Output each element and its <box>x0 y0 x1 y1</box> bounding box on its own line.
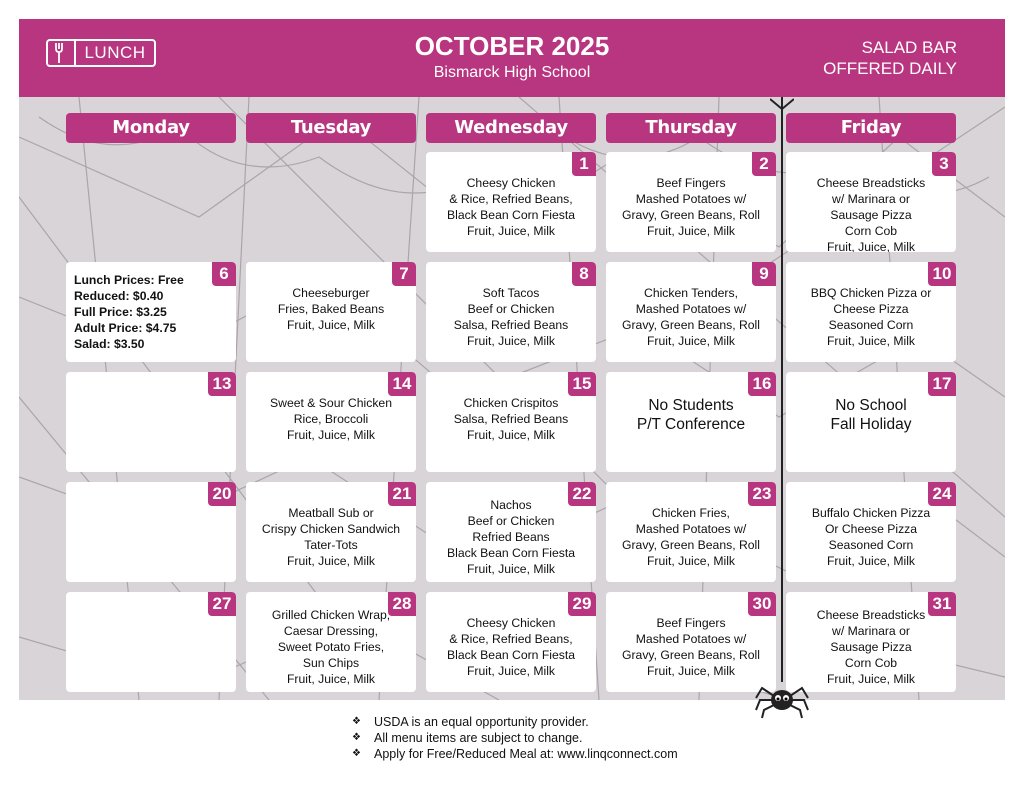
day-cell-13 <box>66 372 236 472</box>
day-cell-20 <box>66 482 236 582</box>
lunch-prices <box>74 272 236 352</box>
menu-line: Beef Fingers <box>656 176 726 190</box>
day-number: 8 <box>572 262 596 286</box>
salad-line-2: OFFERED DAILY <box>823 59 957 78</box>
menu-line: Mashed Potatoes w/ <box>635 522 747 536</box>
menu-line: Cheese Breadsticks <box>816 608 926 622</box>
menu-line: Beef or Chicken <box>467 514 555 528</box>
menu-text <box>246 285 416 333</box>
menu-line: No School <box>835 397 907 414</box>
menu-line: Black Bean Corn Fiesta <box>446 546 576 560</box>
menu-line: Chicken Crispitos <box>463 396 559 410</box>
menu-line: Fruit, Juice, Milk <box>466 664 556 678</box>
day-number: 24 <box>928 482 956 506</box>
menu-line: Chicken Tenders, <box>644 286 738 300</box>
menu-line: Lunch Prices: Free <box>74 273 184 287</box>
menu-line: Grilled Chicken Wrap, <box>271 608 391 622</box>
menu-text <box>606 175 776 239</box>
day-cell-29 <box>426 592 596 692</box>
day-number: 9 <box>752 262 776 286</box>
day-number: 31 <box>928 592 956 616</box>
day-cell-16 <box>606 372 776 472</box>
menu-line: Mashed Potatoes w/ <box>635 632 747 646</box>
menu-text <box>606 396 776 434</box>
menu-line: & Rice, Refried Beans, <box>449 192 573 206</box>
menu-line: Sun Chips <box>302 656 360 670</box>
menu-line: Nachos <box>490 498 532 512</box>
menu-line: Fruit, Juice, Milk <box>646 664 736 678</box>
footer-note <box>352 746 678 762</box>
menu-line: Sweet & Sour Chicken <box>270 396 392 410</box>
day-cell-22 <box>426 482 596 582</box>
menu-line: Salsa, Refried Beans <box>453 412 569 426</box>
menu-text <box>606 505 776 569</box>
menu-line: Fruit, Juice, Milk <box>286 428 376 442</box>
menu-line: Fruit, Juice, Milk <box>826 672 916 686</box>
day-cell-17 <box>786 372 956 472</box>
day-cell-30 <box>606 592 776 692</box>
menu-line: Crispy Chicken Sandwich <box>261 522 401 536</box>
day-number: 20 <box>208 482 236 506</box>
menu-line: Salad: $3.50 <box>74 337 145 351</box>
menu-line: P/T Conference <box>636 416 746 433</box>
menu-line: & Rice, Refried Beans, <box>449 632 573 646</box>
day-number: 27 <box>208 592 236 616</box>
menu-line: Fruit, Juice, Milk <box>286 672 376 686</box>
diamond-bullet-icon: ❖ <box>352 748 361 759</box>
menu-line: Gravy, Green Beans, Roll <box>622 648 760 662</box>
day-number: 13 <box>208 372 236 396</box>
day-cell-9 <box>606 262 776 362</box>
menu-line: Gravy, Green Beans, Roll <box>622 538 760 552</box>
menu-text <box>426 285 596 349</box>
menu-line: Cheese Breadsticks <box>816 176 926 190</box>
day-cell-27 <box>66 592 236 692</box>
diamond-bullet-icon: ❖ <box>352 716 361 727</box>
menu-line: Cheesy Chicken <box>466 616 556 630</box>
day-cell-15 <box>426 372 596 472</box>
menu-line: Fruit, Juice, Milk <box>826 334 916 348</box>
menu-line: Fruit, Juice, Milk <box>646 554 736 568</box>
day-number: 15 <box>568 372 596 396</box>
menu-line: Cheese Pizza <box>833 302 909 316</box>
day-number: 21 <box>388 482 416 506</box>
menu-line: Reduced: $0.40 <box>74 289 164 303</box>
menu-line: Or Cheese Pizza <box>824 522 918 536</box>
day-header-thursday: Thursday <box>606 113 776 143</box>
menu-line: Sausage Pizza <box>830 640 912 654</box>
header-banner <box>19 19 1005 97</box>
menu-line: Black Bean Corn Fiesta <box>446 208 576 222</box>
menu-line: Fruit, Juice, Milk <box>466 334 556 348</box>
menu-text <box>786 505 956 569</box>
menu-line: Fruit, Juice, Milk <box>286 554 376 568</box>
day-number: 28 <box>388 592 416 616</box>
menu-line: Sausage Pizza <box>830 208 912 222</box>
menu-text <box>246 505 416 569</box>
menu-line: Fruit, Juice, Milk <box>826 554 916 568</box>
menu-text <box>246 395 416 443</box>
menu-line: Beef Fingers <box>656 616 726 630</box>
day-cell-28 <box>246 592 416 692</box>
menu-line: Fruit, Juice, Milk <box>466 428 556 442</box>
menu-text <box>426 175 596 239</box>
menu-line: Gravy, Green Beans, Roll <box>622 208 760 222</box>
menu-line: Sweet Potato Fries, <box>277 640 385 654</box>
day-number: 6 <box>212 262 236 286</box>
menu-line: No Students <box>648 397 734 414</box>
menu-line: Fruit, Juice, Milk <box>286 318 376 332</box>
menu-line: Black Bean Corn Fiesta <box>446 648 576 662</box>
menu-line: Buffalo Chicken Pizza <box>811 506 931 520</box>
menu-line: Fall Holiday <box>830 416 912 433</box>
menu-line: Corn Cob <box>844 656 898 670</box>
day-cell-3 <box>786 152 956 252</box>
day-cell-21 <box>246 482 416 582</box>
page-title: OCTOBER 2025 <box>414 31 610 61</box>
day-header-friday: Friday <box>786 113 956 143</box>
menu-line: Fruit, Juice, Milk <box>646 334 736 348</box>
day-number: 23 <box>748 482 776 506</box>
menu-line: Fruit, Juice, Milk <box>466 562 556 576</box>
menu-line: BBQ Chicken Pizza or <box>810 286 932 300</box>
day-number: 3 <box>932 152 956 176</box>
day-cell-23 <box>606 482 776 582</box>
logo-label: LUNCH <box>84 43 146 62</box>
day-header-monday: Monday <box>66 113 236 143</box>
menu-line: Gravy, Green Beans, Roll <box>622 318 760 332</box>
menu-line: Fries, Baked Beans <box>277 302 385 316</box>
spider-icon <box>754 678 810 720</box>
day-cell-7 <box>246 262 416 362</box>
menu-line: Beef or Chicken <box>467 302 555 316</box>
footer-note <box>352 714 678 730</box>
menu-line: Corn Cob <box>844 224 898 238</box>
menu-text <box>606 285 776 349</box>
menu-line: Cheesy Chicken <box>466 176 556 190</box>
menu-text <box>606 615 776 679</box>
menu-text <box>426 395 596 443</box>
day-cell-31 <box>786 592 956 692</box>
salad-bar-note <box>823 37 957 79</box>
menu-line: Fruit, Juice, Milk <box>466 224 556 238</box>
menu-text <box>786 175 956 252</box>
menu-line: Caesar Dressing, <box>283 624 379 638</box>
day-number: 30 <box>748 592 776 616</box>
footer-note-text: Apply for Free/Reduced Meal at: www.linqconnect.com <box>374 747 678 761</box>
menu-text <box>426 615 596 679</box>
menu-line: Seasoned Corn <box>828 318 914 332</box>
day-header-wednesday: Wednesday <box>426 113 596 143</box>
menu-line: Adult Price: $4.75 <box>74 321 177 335</box>
menu-line: Full Price: $3.25 <box>74 305 167 319</box>
menu-text <box>246 607 416 687</box>
day-number: 2 <box>752 152 776 176</box>
menu-line: Mashed Potatoes w/ <box>635 302 747 316</box>
footer-notes <box>352 714 678 762</box>
day-number: 17 <box>928 372 956 396</box>
day-cell-24 <box>786 482 956 582</box>
menu-line: Fruit, Juice, Milk <box>646 224 736 238</box>
menu-text <box>786 396 956 434</box>
day-number: 10 <box>928 262 956 286</box>
menu-line: Fruit, Juice, Milk <box>826 240 916 252</box>
menu-line: Cheeseburger <box>292 286 370 300</box>
day-cell-2 <box>606 152 776 252</box>
day-cell-10 <box>786 262 956 362</box>
menu-line: w/ Marinara or <box>832 192 910 206</box>
day-number: 22 <box>568 482 596 506</box>
day-cell-1 <box>426 152 596 252</box>
menu-text <box>786 607 956 687</box>
footer-note-text: All menu items are subject to change. <box>374 731 583 745</box>
day-number: 14 <box>388 372 416 396</box>
day-cell-14 <box>246 372 416 472</box>
salad-line-1: SALAD BAR <box>861 38 957 57</box>
menu-line: Mashed Potatoes w/ <box>635 192 747 206</box>
footer-note-text: USDA is an equal opportunity provider. <box>374 715 589 729</box>
menu-line: Rice, Broccoli <box>293 412 369 426</box>
menu-line: Chicken Fries, <box>652 506 730 520</box>
menu-line: Tater-Tots <box>304 538 358 552</box>
school-name: Bismarck High School <box>433 64 591 81</box>
day-header-tuesday: Tuesday <box>246 113 416 143</box>
menu-line: Refried Beans <box>472 530 550 544</box>
menu-line: Salsa, Refried Beans <box>453 318 569 332</box>
day-cell-6 <box>66 262 236 362</box>
diamond-bullet-icon: ❖ <box>352 732 361 743</box>
menu-line: w/ Marinara or <box>832 624 910 638</box>
menu-text <box>786 285 956 349</box>
day-number: 29 <box>568 592 596 616</box>
footer-note <box>352 730 678 746</box>
day-number: 7 <box>392 262 416 286</box>
day-number: 1 <box>572 152 596 176</box>
menu-text <box>426 497 596 577</box>
menu-line: Soft Tacos <box>482 286 540 300</box>
menu-line: Seasoned Corn <box>828 538 914 552</box>
menu-line: Meatball Sub or <box>288 506 374 520</box>
day-number: 16 <box>748 372 776 396</box>
day-cell-8 <box>426 262 596 362</box>
